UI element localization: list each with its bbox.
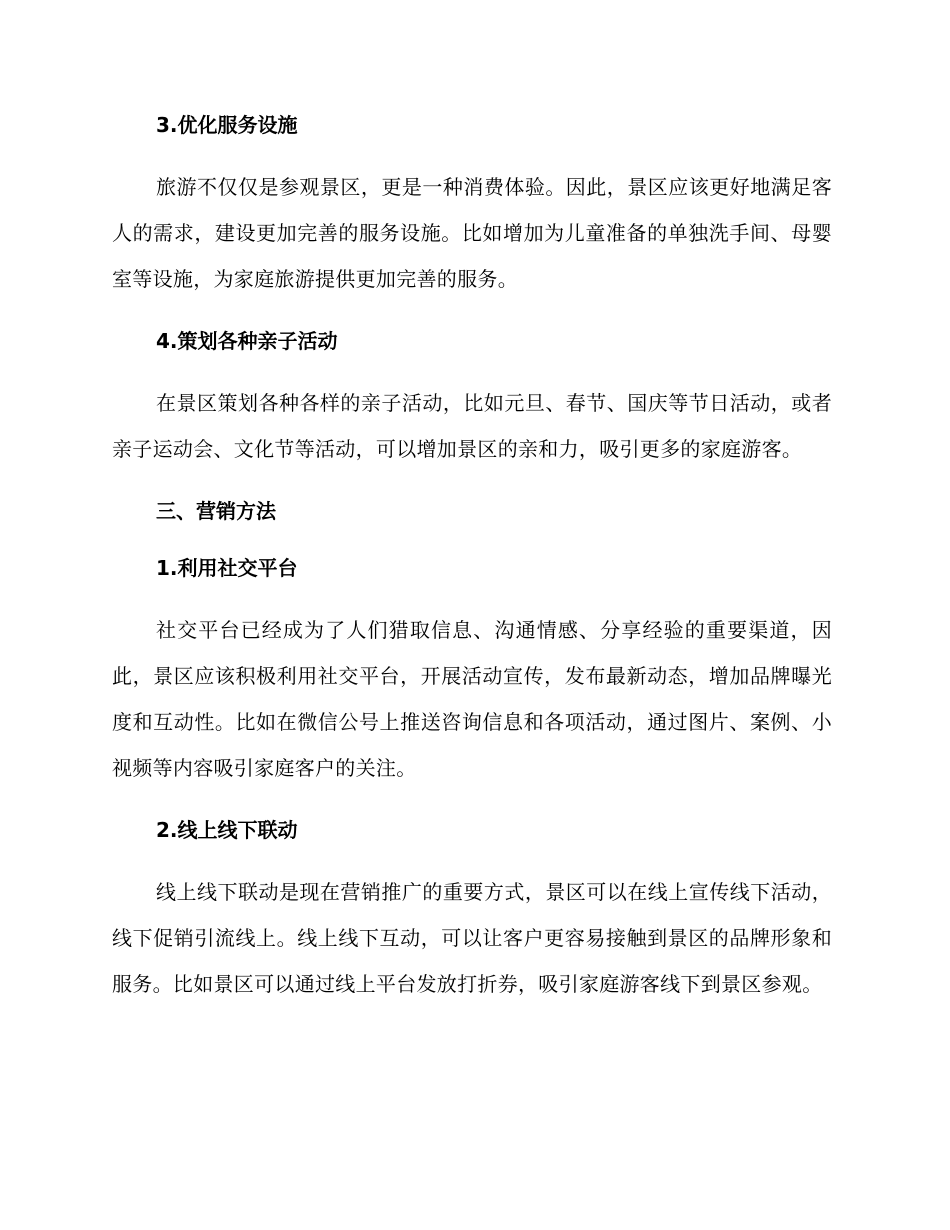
section-heading-family-activities: 4.策划各种亲子活动: [156, 329, 338, 353]
section-paragraph-social-platforms: 社交平台已经成为了人们猎取信息、沟通情感、分享经验的重要渠道，因此，景区应该积极利用社交平台，开展活动宣传，发布最新动态，增加品牌曝光度和互动性。比如在微信公号上推送咨询信息和各项活动，通过图片、案例、小视频等内容吸引家庭客户的关注。: [112, 618, 832, 780]
section-heading-marketing-methods: 三、营销方法: [156, 499, 276, 523]
section-heading-online-offline: 2.线上线下联动: [156, 818, 298, 842]
section-heading-social-platforms: 1.利用社交平台: [156, 556, 298, 580]
section-paragraph-optimize-facilities: 旅游不仅仅是参观景区，更是一种消费体验。因此，景区应该更好地满足客人的需求，建设更加完善的服务设施。比如增加为儿童准备的单独洗手间、母婴室等设施，为家庭旅游提供更加完善的服务。: [112, 175, 832, 291]
section-paragraph-online-offline: 线上线下联动是现在营销推广的重要方式，景区可以在线上宣传线下活动，线下促销引流线上。线上线下互动，可以让客户更容易接触到景区的品牌形象和服务。比如景区可以通过线上平台发放打折券，吸引家庭游客线下到景区参观。: [112, 880, 832, 996]
section-paragraph-family-activities: 在景区策划各种各样的亲子活动，比如元旦、春节、国庆等节日活动，或者亲子运动会、文化节等活动，可以增加景区的亲和力，吸引更多的家庭游客。: [112, 391, 832, 461]
section-heading-optimize-facilities: 3.优化服务设施: [156, 113, 298, 137]
